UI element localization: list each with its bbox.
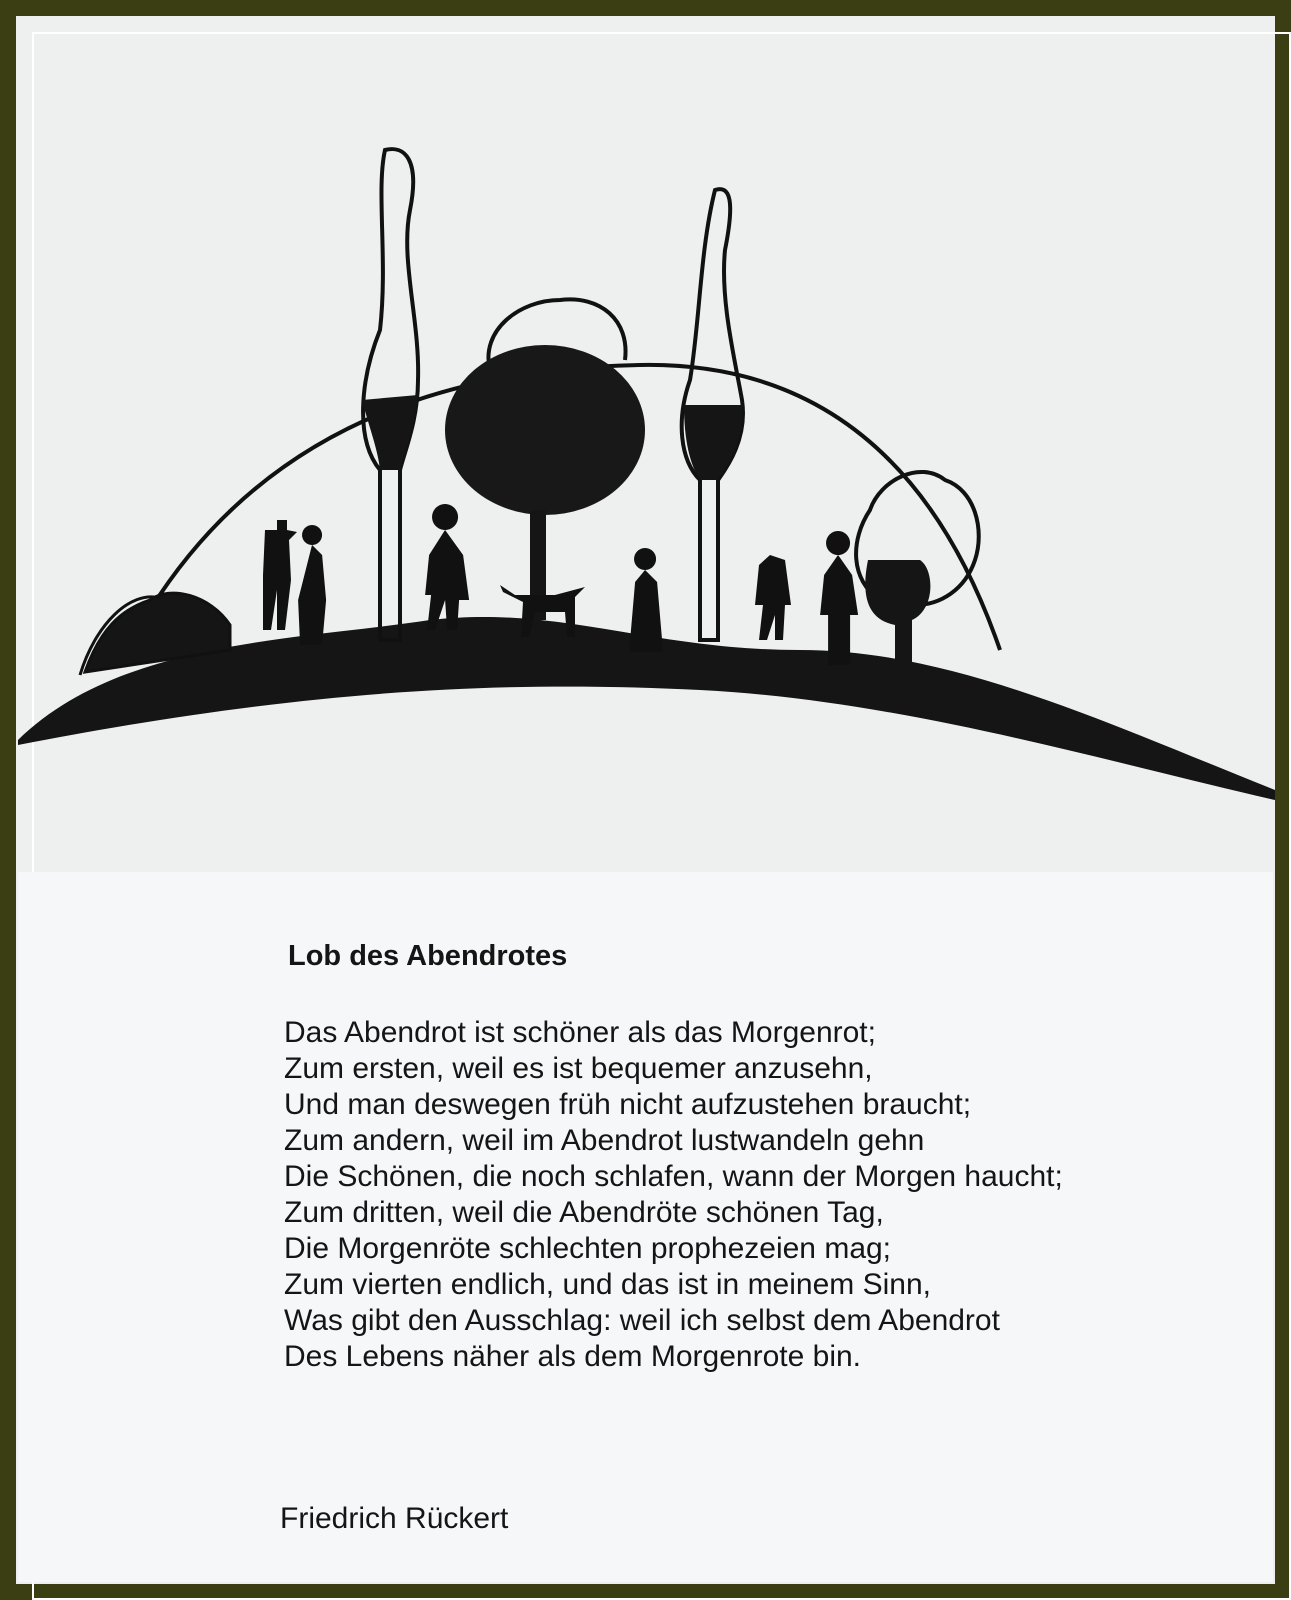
- poem-author: Friedrich Rückert: [280, 1502, 509, 1535]
- central-tree-crown: [445, 345, 645, 515]
- poem-line: Die Schönen, die noch schlafen, wann der Morgen haucht;: [284, 1160, 1063, 1193]
- poem-line: Zum andern, weil im Abendrot lustwandeln gehn: [284, 1124, 925, 1157]
- poem-block: [284, 940, 1244, 1375]
- poem-line: Die Morgenröte schlechten prophezeien mag;: [284, 1232, 892, 1265]
- walker-2: [298, 525, 326, 645]
- poem-line: Zum dritten, weil die Abendröte schönen Tag,: [284, 1196, 884, 1229]
- walker-6: [820, 531, 858, 665]
- poem-line: Das Abendrot ist schöner als das Morgenrot;: [284, 1016, 876, 1049]
- poem-line: Des Lebens näher als dem Morgenrote bin.: [284, 1340, 862, 1373]
- poem-title: Lob des Abendrotes: [288, 940, 568, 972]
- poem-line: Zum vierten endlich, und das ist in meinem Sinn,: [284, 1268, 931, 1301]
- poem-line: Und man deswegen früh nicht aufzustehen braucht;: [284, 1088, 972, 1121]
- cypress-left-outline: [363, 149, 418, 640]
- poem-line: Zum ersten, weil es ist bequemer anzusehn,: [284, 1052, 873, 1085]
- walker-3: [425, 504, 469, 630]
- walker-4: [629, 548, 663, 652]
- poem-line: Was gibt den Ausschlag: weil ich selbst dem Abendrot: [284, 1304, 1000, 1337]
- poem-lines: [284, 1015, 1244, 1375]
- walker-1: [263, 520, 297, 630]
- walker-5: [755, 555, 791, 640]
